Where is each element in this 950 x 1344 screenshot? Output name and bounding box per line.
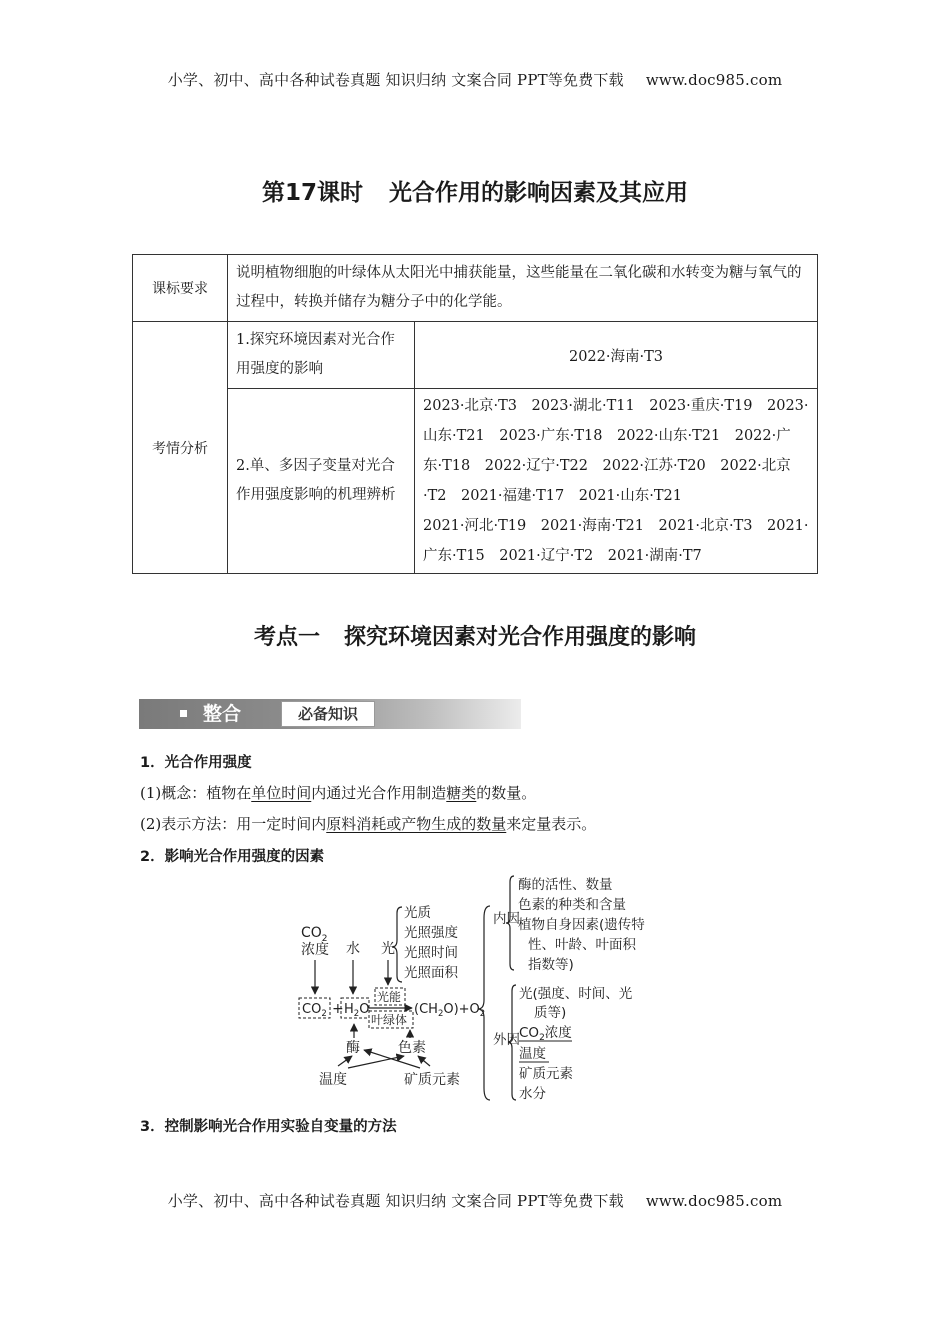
exam-analysis-label: 考情分析 bbox=[133, 322, 228, 574]
temp-enzyme-arrow bbox=[338, 1056, 352, 1066]
external-item: 光(强度、时间、光 bbox=[519, 986, 633, 1002]
section-title: 探究环境因素对光合作用强度的影响 bbox=[344, 625, 697, 650]
concept-blank-1: 单位时间 bbox=[251, 784, 312, 802]
external-item: 质等) bbox=[534, 1005, 567, 1021]
product-label: $(CH_2O)+O_2$ bbox=[414, 1002, 486, 1019]
exam-ref-line: 广东·T15 2021·辽宁·T2 2021·湖南·T7 bbox=[423, 548, 702, 564]
lesson-number: 第17课时 bbox=[261, 180, 363, 206]
plus-sign: + bbox=[332, 1001, 344, 1017]
internal-item: 指数等) bbox=[528, 957, 574, 973]
method-text: 来定量表示。 bbox=[506, 815, 597, 833]
concept-blank-2: 糖类 bbox=[446, 784, 477, 802]
temperature-label: 温度 bbox=[319, 1072, 347, 1088]
internal-label: 内因 bbox=[493, 911, 520, 927]
curriculum-label: 课标要求 bbox=[133, 255, 228, 322]
exam-ref-line: ·T2 2021·福建·T17 2021·山东·T21 bbox=[423, 488, 682, 504]
banner-integrate-label: 整合 bbox=[203, 703, 242, 725]
exam-ref-line: 山东·T21 2023·广东·T18 2022·山东·T21 2022·广 bbox=[423, 428, 791, 444]
light-item: 光照时间 bbox=[404, 945, 458, 961]
concept-text: (1)概念：植物在 bbox=[140, 784, 252, 802]
exam-ref-line: 2023·北京·T3 2023·湖北·T11 2023·重庆·T19 2023· bbox=[423, 398, 809, 414]
external-item-co2: $CO_2$浓度 bbox=[519, 1025, 572, 1043]
external-item: 矿质元素 bbox=[519, 1066, 573, 1082]
light-item: 光质 bbox=[404, 905, 431, 921]
energy-label: 光能 bbox=[377, 990, 402, 1004]
concept-text: 的数量。 bbox=[476, 784, 537, 802]
header-url[interactable]: www.doc985.com bbox=[645, 71, 783, 89]
exam-item-1-refs: 2022·海南·T3 bbox=[415, 322, 818, 389]
heading-1: 1．光合作用强度 bbox=[140, 755, 252, 771]
header-text: 小学、初中、高中各种试卷真题 知识归纳 文案合同 PPT等免费下载 bbox=[167, 71, 624, 89]
h2o-box-label: $H_2O$ bbox=[344, 1002, 370, 1019]
exam-ref-line: 2021·河北·T19 2021·海南·T21 2021·北京·T3 2021· bbox=[423, 518, 809, 534]
exam-item-1: 1.探究环境因素对光合作用强度的影响 bbox=[228, 322, 415, 389]
light-item: 光照面积 bbox=[404, 965, 458, 981]
footer-url[interactable]: www.doc985.com bbox=[645, 1192, 783, 1210]
footer-text: 小学、初中、高中各种试卷真题 知识归纳 文案合同 PPT等免费下载 bbox=[167, 1192, 624, 1210]
enzyme-label: 酶 bbox=[346, 1040, 360, 1056]
temp-pigment-arrow bbox=[348, 1056, 404, 1068]
exam-item-2: 2.单、多因子变量对光合作用强度影响的机理辨析 bbox=[228, 389, 415, 574]
heading-3: 3．控制影响光合作用实验自变量的方法 bbox=[140, 1119, 397, 1135]
lesson-topic: 光合作用的影响因素及其应用 bbox=[389, 180, 688, 206]
curriculum-text: 说明植物细胞的叶绿体从太阳光中捕获能量，这些能量在二氧化碳和水转变为糖与氧气的过程中，转换并储存为糖分子中的化学能。 bbox=[228, 255, 818, 322]
external-item: 水分 bbox=[519, 1086, 546, 1102]
external-item: 温度 bbox=[519, 1046, 546, 1062]
co2-box-label: $CO_2$ bbox=[302, 1002, 327, 1019]
external-label: 外因 bbox=[493, 1032, 520, 1048]
internal-item: 酶的活性、数量 bbox=[518, 877, 613, 893]
section-label: 考点一 bbox=[253, 625, 320, 650]
heading-2: 2．影响光合作用强度的因素 bbox=[140, 849, 325, 865]
internal-item: 色素的种类和含量 bbox=[518, 897, 626, 913]
factor-brace bbox=[478, 906, 490, 1100]
method-text: (2)表示方法：用一定时间内 bbox=[140, 815, 327, 833]
pigment-label: 色素 bbox=[398, 1040, 426, 1056]
internal-item: 植物自身因素(遗传特 bbox=[518, 917, 645, 933]
method-blank: 原料消耗或产物生成的数量 bbox=[326, 815, 507, 833]
exam-ref-line: 东·T18 2022·辽宁·T22 2022·江苏·T20 2022·北京 bbox=[423, 458, 791, 474]
page-footer bbox=[0, 1190, 950, 1211]
internal-item: 性、叶龄、叶面积 bbox=[528, 937, 636, 953]
mineral-pigment-arrow bbox=[418, 1056, 430, 1066]
banner-knowledge: 必备知识 bbox=[281, 701, 375, 727]
water-label: 水 bbox=[346, 941, 360, 957]
minerals-label: 矿质元素 bbox=[404, 1072, 460, 1088]
chloroplast-label: 叶绿体 bbox=[371, 1013, 408, 1027]
light-item: 光照强度 bbox=[404, 925, 458, 941]
co2-conc-label: 浓度 bbox=[301, 942, 329, 958]
light-label: 光 bbox=[381, 941, 395, 957]
co2-label: $CO_2$ bbox=[301, 925, 328, 944]
concept-text: 内通过光合作用制造 bbox=[311, 784, 447, 802]
